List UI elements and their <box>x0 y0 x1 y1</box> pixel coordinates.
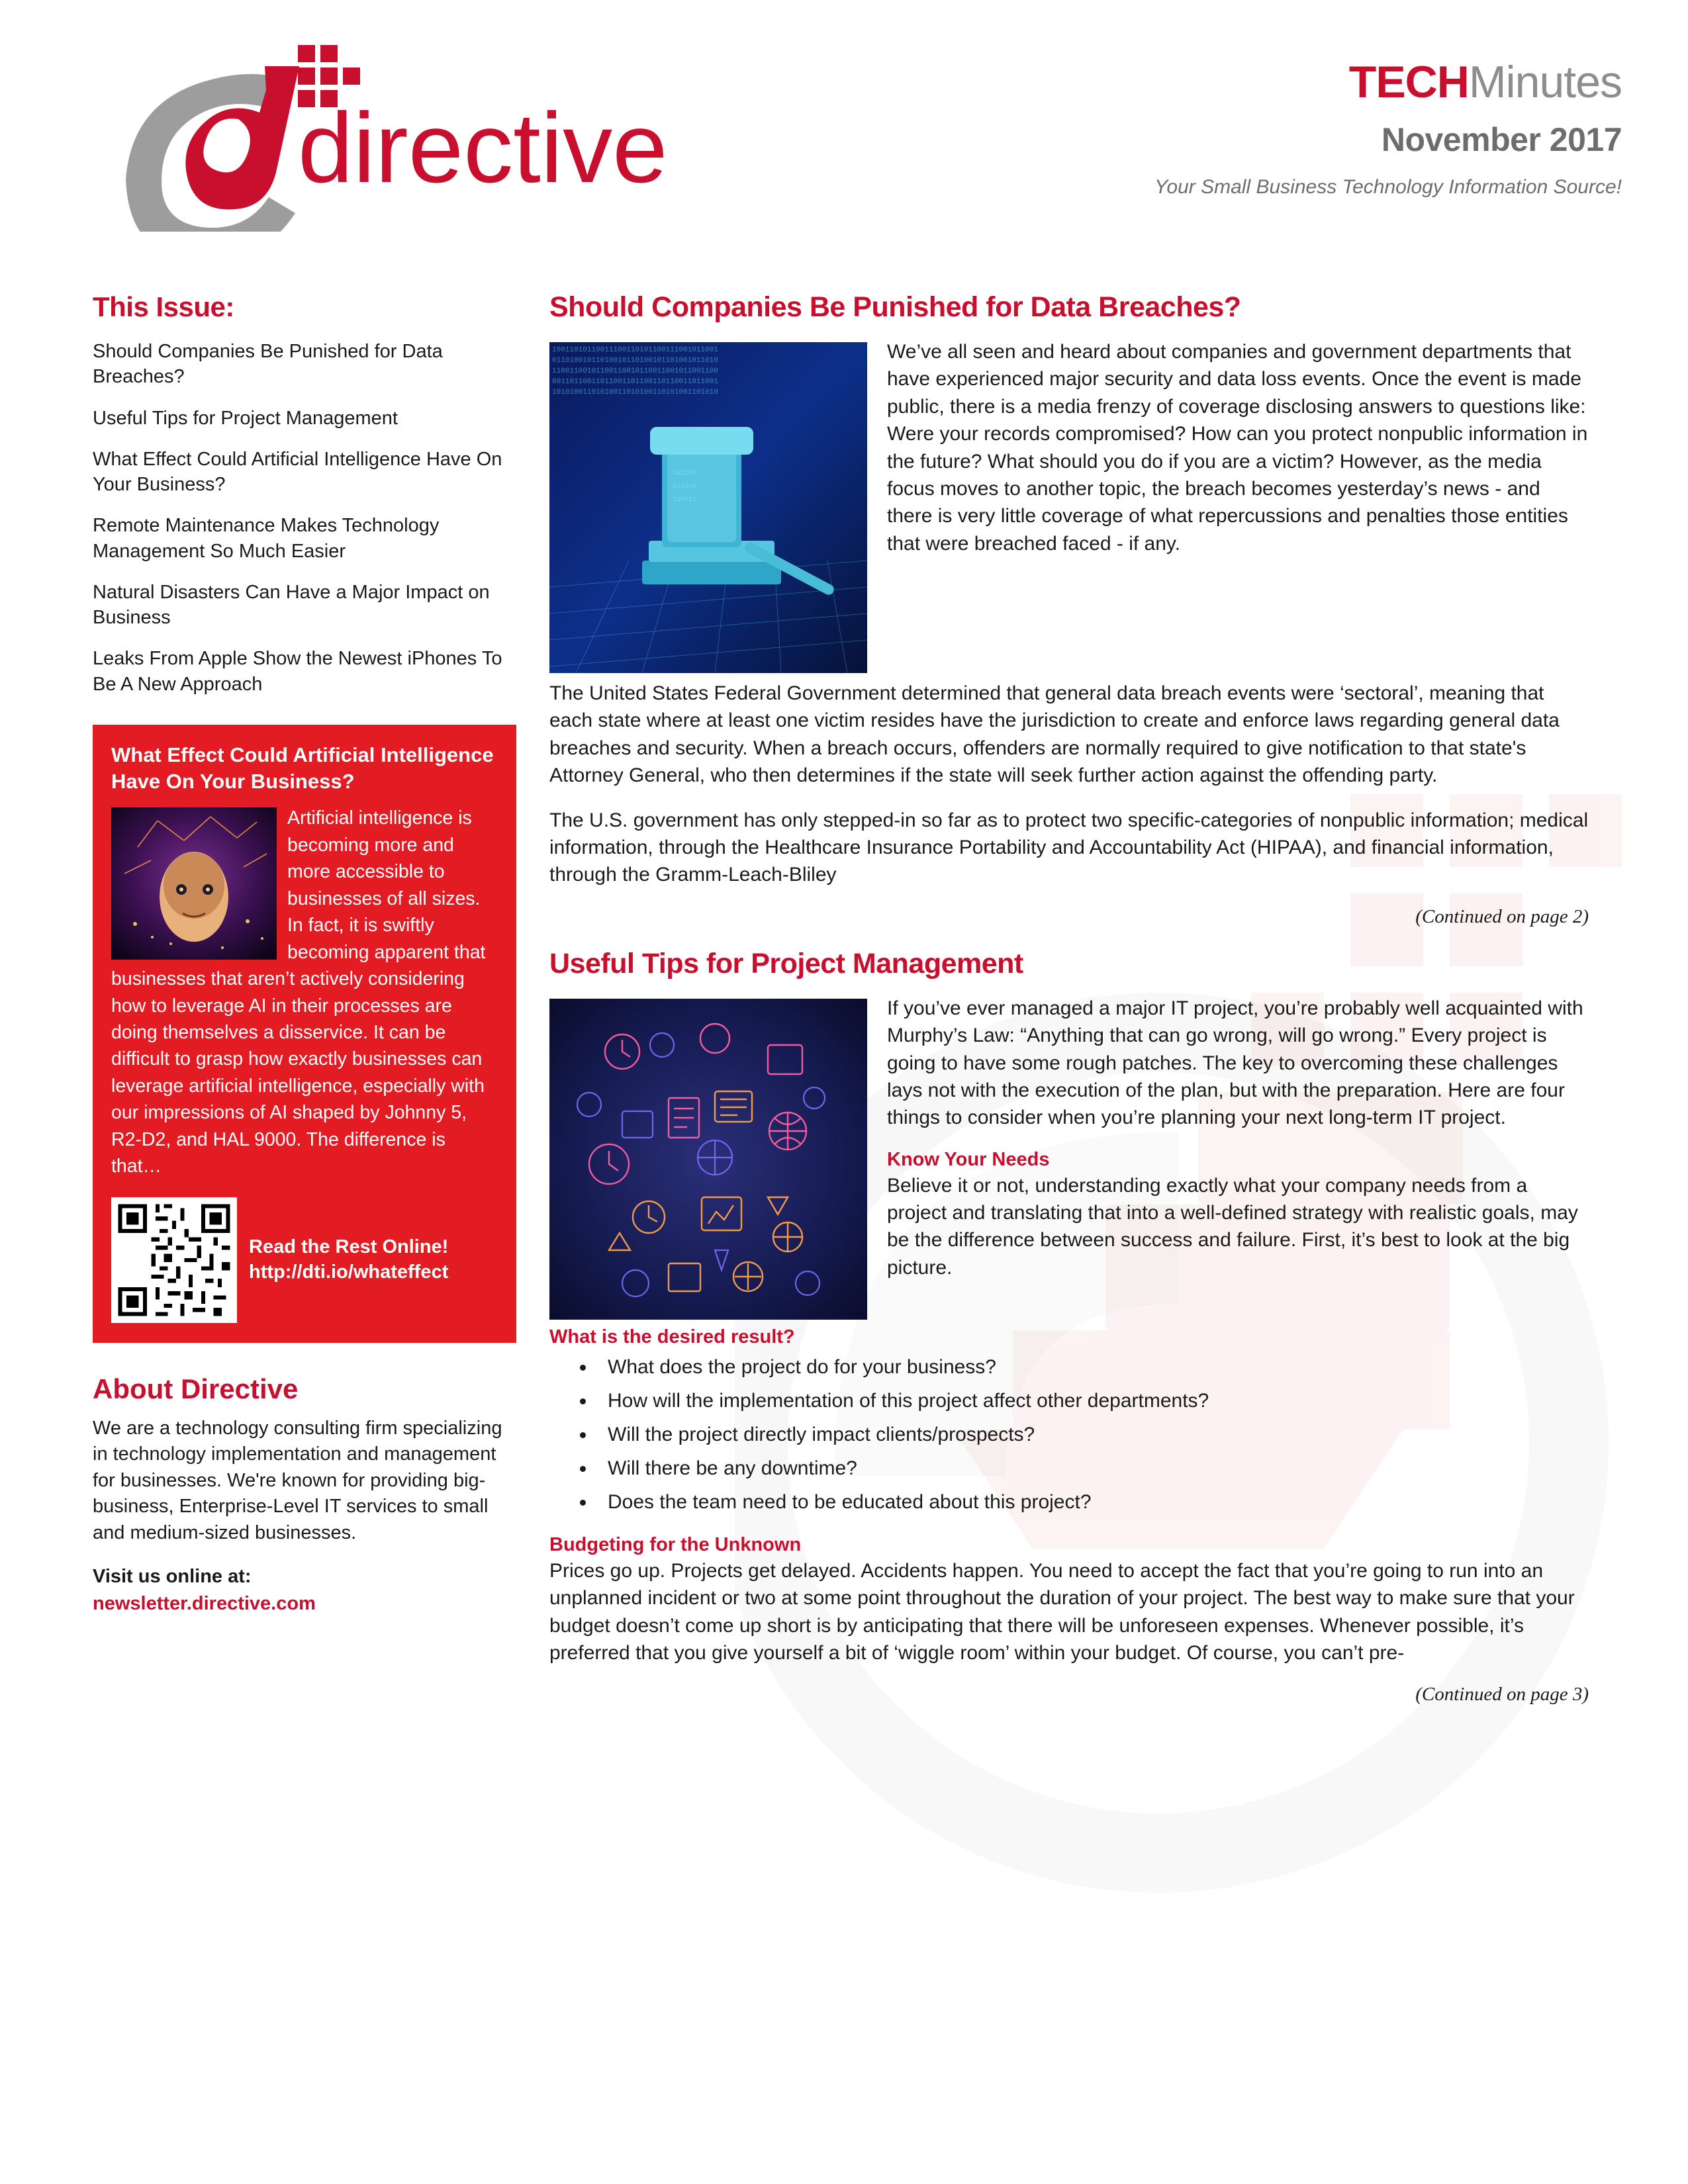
promo-cta-row[interactable] <box>111 1197 498 1323</box>
article2-subhead: Know Your Needs <box>887 1148 1050 1170</box>
publication-title <box>1154 57 1622 107</box>
svg-text:110011001011001100101100110010: 11001100101100110010110011001011001100 <box>552 367 718 375</box>
article1-paragraph: The U.S. government has only stepped-in so far as to protect two specific-categories of nonpublic information; medical information, through the Healthcare Insurance Portability and Accountability Act (HIPAA), and financial information, through the Gramm-Leach-Bliley <box>549 809 1589 886</box>
masthead <box>1154 40 1635 199</box>
promo-cta-url[interactable]: http://dti.io/whateffect <box>249 1261 449 1283</box>
article2-subhead: Budgeting for the Unknown <box>549 1533 802 1555</box>
about-body: We are a technology consulting firm specializing in technology implementation and management for businesses. We're known for providing big-business, Enterprise-Level IT services to small and medium-sized businesses. <box>93 1417 502 1543</box>
promo-heading: What Effect Could Artificial Intelligence Have On Your Business? <box>111 743 494 793</box>
this-issue-title: This Issue: <box>93 291 234 322</box>
article-data-breaches <box>549 291 1589 928</box>
logo-graphic <box>99 40 682 232</box>
visit-label: Visit us online at: <box>93 1566 252 1588</box>
toc-item[interactable]: Leaks From Apple Show the Newest iPhones To Be A New Approach <box>93 648 502 695</box>
list-item: • Does the team need to be educated about this project? <box>596 1487 1589 1517</box>
tagline: Your Small Business Technology Information Source! <box>1154 176 1622 198</box>
visit-url[interactable]: newsletter.directive.com <box>93 1592 316 1614</box>
article2-subhead: What is the desired result? <box>549 1326 795 1347</box>
about-title: About Directive <box>93 1373 299 1404</box>
list-item: • Will there be any downtime? <box>596 1453 1589 1483</box>
svg-text:101101: 101101 <box>673 470 697 477</box>
promo-cta-text[interactable] <box>249 1235 448 1285</box>
promo-box <box>93 725 516 1343</box>
main-column <box>549 291 1589 1725</box>
article1-continued: (Continued on page 2) <box>1415 905 1589 927</box>
list-item: • What does the project do for your business? <box>596 1352 1589 1382</box>
logo-wordmark: directive <box>298 92 668 203</box>
issue-date: November 2017 <box>1381 121 1622 158</box>
list-item: • Will the project directly impact clients/prospects? <box>596 1420 1589 1449</box>
article-project-management <box>549 948 1589 1706</box>
about-section <box>93 1373 516 1617</box>
page-header <box>93 40 1635 285</box>
svg-text:011010: 011010 <box>673 483 697 490</box>
svg-text:100110101100111001101011001110: 10011010110011100110101100111001011001 <box>552 346 718 354</box>
article2-bullet-list <box>549 1352 1589 1517</box>
ai-face-thumbnail <box>111 807 277 960</box>
qr-code-icon[interactable] <box>111 1197 237 1323</box>
visit-block <box>93 1563 516 1617</box>
promo-body: Artificial intelligence is becoming more and more accessible to businesses of all sizes. In fact, it is swiftly becoming apparent that businesses that aren’t actively considering how to leverage AI in their processes are doing themselves a disservice. It can be difficult to grasp how exactly businesses can leverage artificial intelligence, especially with our impressions of AI shaped by Johnny 5, R2-D2, and HAL 9000. The difference is that… <box>111 807 486 1177</box>
project-management-icons-image <box>549 999 867 1320</box>
publication-title-light: Minutes <box>1468 57 1622 107</box>
list-item: • How will the implementation of this project affect other departments? <box>596 1386 1589 1416</box>
table-of-contents <box>93 339 516 697</box>
gavel-data-breach-image <box>549 342 867 673</box>
toc-item[interactable]: Remote Maintenance Makes Technology Management So Much Easier <box>93 515 440 562</box>
svg-text:011010010110100101101001011010: 01101001011010010110100101101001011010 <box>552 357 718 365</box>
promo-cta-line1: Read the Rest Online! <box>249 1236 449 1258</box>
article1-title: Should Companies Be Punished for Data Breaches? <box>549 291 1241 323</box>
article1-paragraph: The United States Federal Government determined that general data breach events were ‘sectoral’, meaning that each state where at least one victim resides have the jurisdiction to create and enforce laws regarding general data breaches and security. When a breach occurs, offenders are normally required to give notification to that state's Attorney General, who then determines if the state will seek further action against the offending party. <box>549 682 1560 787</box>
article2-continued: (Continued on page 3) <box>1415 1684 1589 1706</box>
publication-title-bold: TECH <box>1348 57 1469 107</box>
toc-item[interactable]: Useful Tips for Project Management <box>93 407 398 429</box>
sidebar-column <box>93 291 516 1725</box>
directive-logo <box>99 40 682 238</box>
article2-paragraph: Believe it or not, understanding exactly what your company needs from a project and translating that into a well-defined strategy with realistic goals, may be the difference between success and failure. First, it’s best to look at the big picture. <box>887 1174 1578 1279</box>
svg-text:101010011010100110101001101010: 10101001101010011010100110101001101010 <box>552 388 718 396</box>
content-columns <box>93 291 1635 1725</box>
svg-text:001101100110110011011001101100: 00110110011011001101100110110011011001 <box>552 378 718 386</box>
article1-paragraph: We’ve all seen and heard about companies and government departments that have experienced major security and data loss events. Once the event is made public, there is a media frenzy of coverage disclosing answers to questions like: Were your records compromised? How can you protect nonpublic information in the future? What should you do if you are a victim? However, as the media focus moves to another topic, the breach becomes yesterday’s news - and there is very little coverage of what repercussions and penalties those entities that were breached faced - if any. <box>887 341 1588 555</box>
svg-text:110011: 110011 <box>673 496 697 504</box>
toc-item[interactable]: What Effect Could Artificial Intelligence Have On Your Business? <box>93 448 502 496</box>
toc-item[interactable]: Natural Disasters Can Have a Major Impact on Business <box>93 581 490 629</box>
article2-paragraph: Prices go up. Projects get delayed. Accidents happen. You need to accept the fact that you’re going to run into an unplanned incident or two at some point throughout the duration of your project. The best way to make sure that your budget doesn’t come up short is by anticipating that there will be unforeseen expenses. Whenever possible, it’s preferred that you give yourself a bit of ‘wiggle room’ within your budget. Of course, you can’t pre- <box>549 1559 1575 1664</box>
article2-title: Useful Tips for Project Management <box>549 947 1023 979</box>
toc-item[interactable]: Should Companies Be Punished for Data Breaches? <box>93 341 443 388</box>
article2-intro: If you’ve ever managed a major IT project, you’re probably well acquainted with Murphy’s Law: “Anything that can go wrong, will go wrong.” Every project is going to have some rough patches. The key to overcoming these challenges lays not with the execution of the plan, but with the preparation. Here are four things to consider when you’re planning your next long-term IT project. <box>887 997 1583 1129</box>
